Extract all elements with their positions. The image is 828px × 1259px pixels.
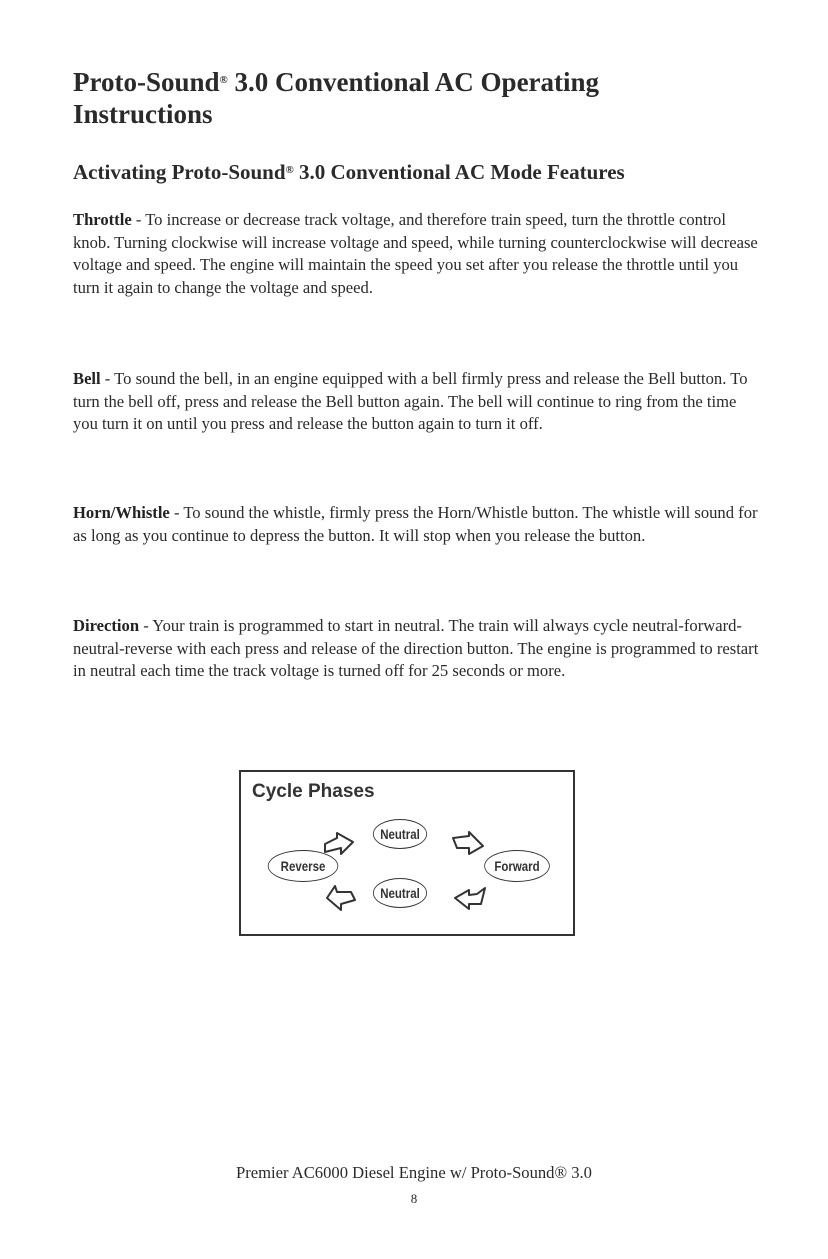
horn-whistle-paragraph xyxy=(73,502,763,547)
page-title xyxy=(73,66,753,130)
arrow-forward-to-neutral-icon xyxy=(451,882,491,912)
arrow-reverse-to-neutral-icon xyxy=(319,830,359,858)
throttle-paragraph xyxy=(73,209,763,299)
registered-mark: ® xyxy=(219,74,228,86)
bell-text: - To sound the bell, in an engine equipped with a bell firmly press and release the Bell button. To turn the bell off, press and release the Bell button again. The bell will continue to ring from the time you turn it on until you press and release the button again to turn it off. xyxy=(73,369,748,433)
page-number: 8 xyxy=(410,1191,418,1206)
section-heading xyxy=(73,157,773,187)
state-forward: Forward xyxy=(484,850,550,882)
arrow-neutral-to-reverse-icon xyxy=(321,882,361,914)
title-line2: Instructions xyxy=(73,99,213,129)
direction-term: Direction xyxy=(73,616,140,635)
title-brand: Proto-Sound xyxy=(73,67,220,97)
state-neutral-top: Neutral xyxy=(373,819,427,849)
state-neutral-bottom: Neutral xyxy=(373,878,427,908)
bell-term: Bell xyxy=(73,369,101,388)
page-footer: Premier AC6000 Diesel Engine w/ Proto-Sound® 3.0 xyxy=(236,1163,592,1182)
cycle-phases-diagram xyxy=(239,770,575,936)
throttle-text: - To increase or decrease track voltage, and therefore train speed, turn the throttle control knob. Turning clockwise will increase voltage and speed, while turning counterclockwise will decrease voltage and speed. The engine will maintain the speed you set after you release the throttle until you turn it again to change the voltage and speed. xyxy=(73,210,758,297)
subtitle-rest: 3.0 Conventional AC Mode Features xyxy=(293,160,625,184)
diagram-title: Cycle Phases xyxy=(252,781,375,802)
arrow-neutral-to-forward-icon xyxy=(449,830,489,858)
throttle-term: Throttle xyxy=(73,210,132,229)
direction-text: - Your train is programmed to start in neutral. The train will always cycle neutral-forward-neutral-reverse with each press and release of the direction button. The engine is programmed to restart in neutral each time the track voltage is turned off for 25 seconds or more. xyxy=(73,616,759,680)
horn-whistle-text: - To sound the whistle, firmly press the Horn/Whistle button. The whistle will sound for as long as you continue to depress the button. It will stop when you release the button. xyxy=(73,503,758,545)
title-rest: 3.0 Conventional AC Operating xyxy=(227,67,600,97)
bell-paragraph xyxy=(73,368,763,436)
state-reverse: Reverse xyxy=(268,850,339,882)
direction-paragraph xyxy=(73,615,763,683)
horn-whistle-term: Horn/Whistle xyxy=(73,503,170,522)
subtitle-brand: Activating Proto-Sound xyxy=(73,160,286,184)
registered-mark: ® xyxy=(285,164,294,176)
